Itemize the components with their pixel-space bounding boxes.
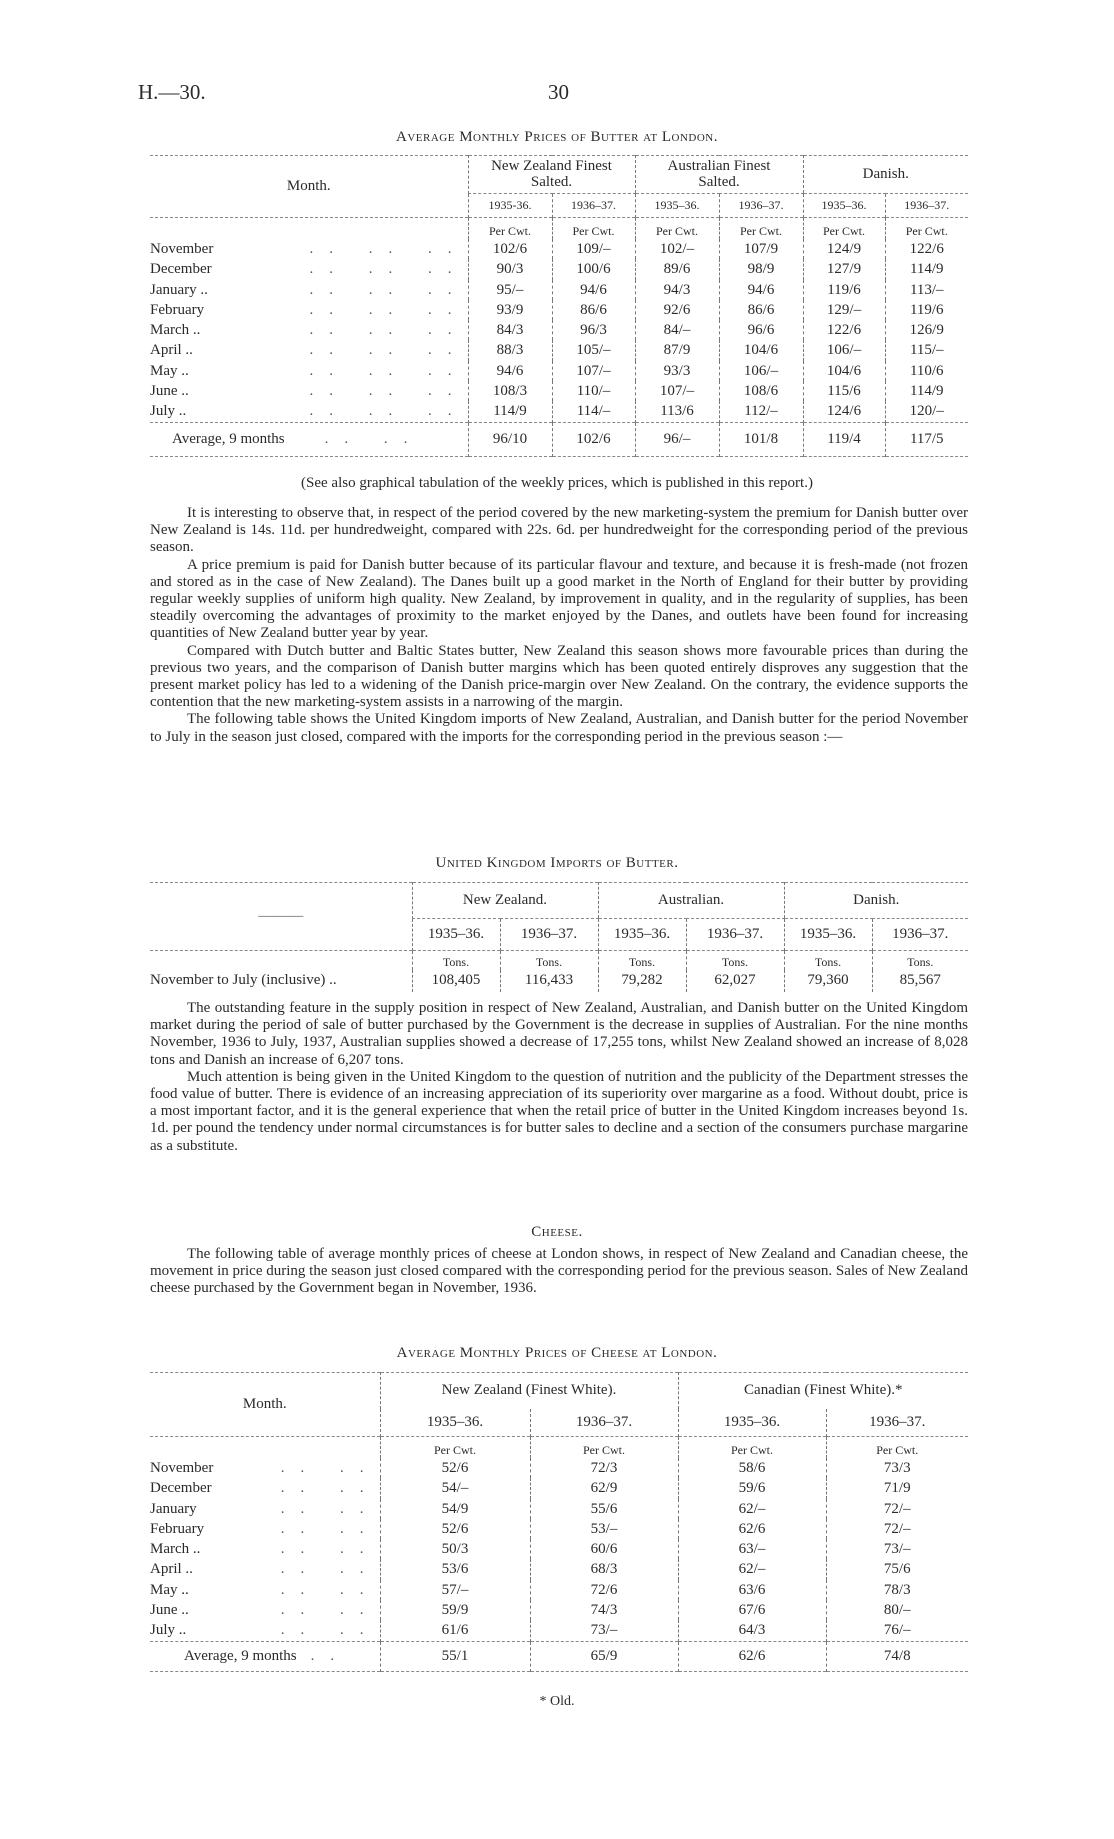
paragraph: The outstanding feature in the supply position in respect of New Zealand, Australian, and Danish butter on the United Kingdom market during the period of sale of butter purchased by the Government is the decrease in supplies of Australian. For the nine months November, 1936 to July, 1937, Australian supplies showed a decrease of 17,255 tons, whilst New Zealand showed an increase of 8,028 tons and Danish an increase of 6,207 tons. bbox=[150, 1000, 968, 1068]
year-header: 1935–36. bbox=[784, 919, 872, 951]
leader-dots: .. .. .. bbox=[309, 241, 468, 257]
price-cell: 71/9 bbox=[826, 1478, 968, 1498]
table-row bbox=[150, 320, 968, 340]
price-cell: 129/– bbox=[803, 300, 885, 320]
month-label: July .. bbox=[150, 1622, 187, 1639]
paragraph: The following table shows the United Kingdom imports of New Zealand, Australian, and Danish butter for the period November to July in the season just closed, compared with the imports for the corresponding period in the previous season :— bbox=[150, 711, 968, 745]
month-cell bbox=[150, 1600, 380, 1620]
month-cell bbox=[150, 259, 468, 279]
unit-label: Per Cwt. bbox=[380, 1437, 530, 1459]
price-cell: 110/– bbox=[552, 381, 635, 401]
table-row bbox=[150, 1458, 968, 1478]
month-label: January bbox=[150, 1500, 197, 1517]
imports-cell: 108,405 bbox=[412, 970, 500, 992]
month-cell bbox=[150, 300, 468, 320]
table-row bbox=[150, 340, 968, 360]
price-cell: 96/3 bbox=[552, 320, 635, 340]
price-cell: 52/6 bbox=[380, 1458, 530, 1478]
year-header: 1936–37. bbox=[500, 919, 598, 951]
month-label: April .. bbox=[150, 1561, 193, 1578]
price-cell: 104/6 bbox=[719, 340, 803, 360]
price-cell: 63/– bbox=[678, 1539, 826, 1559]
table-row bbox=[150, 1499, 968, 1519]
price-cell: 78/3 bbox=[826, 1580, 968, 1600]
price-cell: 53/– bbox=[530, 1519, 678, 1539]
price-cell: 95/– bbox=[468, 280, 552, 300]
unit-label: Per Cwt. bbox=[635, 218, 719, 240]
leader-dots: .. .. bbox=[280, 1622, 380, 1639]
unit-label: Tons. bbox=[872, 951, 968, 971]
leader-dots: .. .. .. bbox=[309, 301, 468, 318]
page-number: 30 bbox=[548, 80, 569, 104]
price-cell: 93/3 bbox=[635, 361, 719, 381]
year-header: 1935–36. bbox=[803, 194, 885, 218]
price-cell: 62/9 bbox=[530, 1478, 678, 1498]
price-cell: 61/6 bbox=[380, 1620, 530, 1641]
leader-dots: .. .. .. bbox=[309, 261, 468, 278]
average-cell: 117/5 bbox=[885, 422, 968, 456]
price-cell: 122/6 bbox=[885, 239, 968, 259]
price-cell: 54/9 bbox=[380, 1499, 530, 1519]
price-cell: 62/– bbox=[678, 1559, 826, 1579]
price-cell: 86/6 bbox=[719, 300, 803, 320]
average-cell: 96/– bbox=[635, 422, 719, 456]
butter-note: (See also graphical tabulation of the weekly prices, which is published in this report.) bbox=[301, 475, 813, 491]
leader-dots: .. .. bbox=[280, 1520, 380, 1537]
table-row bbox=[150, 239, 968, 259]
year-header: 1935–36. bbox=[598, 919, 686, 951]
price-cell: 58/6 bbox=[678, 1458, 826, 1478]
month-label: March .. bbox=[150, 1541, 201, 1558]
price-cell: 73/3 bbox=[826, 1458, 968, 1478]
price-cell: 94/3 bbox=[635, 280, 719, 300]
price-cell: 108/3 bbox=[468, 381, 552, 401]
unit-label: Tons. bbox=[412, 951, 500, 971]
month-cell bbox=[150, 1499, 380, 1519]
table-row bbox=[150, 300, 968, 320]
year-header: 1936–37. bbox=[686, 919, 784, 951]
price-cell: 57/– bbox=[380, 1580, 530, 1600]
table-row bbox=[150, 381, 968, 401]
average-cell: 96/10 bbox=[468, 422, 552, 456]
price-cell: 59/6 bbox=[678, 1478, 826, 1498]
price-cell: 90/3 bbox=[468, 259, 552, 279]
price-cell: 50/3 bbox=[380, 1539, 530, 1559]
price-cell: 73/– bbox=[826, 1539, 968, 1559]
unit-label: Per Cwt. bbox=[678, 1437, 826, 1459]
price-cell: 80/– bbox=[826, 1600, 968, 1620]
price-cell: 115/6 bbox=[803, 381, 885, 401]
unit-label: Tons. bbox=[500, 951, 598, 971]
table-row bbox=[150, 1600, 968, 1620]
blank-header-dash: ——— bbox=[258, 908, 304, 924]
month-label: June .. bbox=[150, 383, 189, 400]
price-cell: 112/– bbox=[719, 401, 803, 422]
table-row bbox=[150, 1620, 968, 1641]
price-cell: 124/9 bbox=[803, 239, 885, 259]
price-cell: 115/– bbox=[885, 340, 968, 360]
paragraph-block-3 bbox=[150, 1246, 968, 1298]
paragraph: It is interesting to observe that, in respect of the period covered by the new marketing-system the premium for Danish butter over New Zealand is 14s. 11d. per hundredweight, compared with 22s. 6d. per hundredweight for the corresponding period of the previous season. bbox=[150, 505, 968, 556]
group-header: New Zealand. bbox=[412, 883, 598, 919]
butter-prices-table: Month. New Zealand Finest Salted. Australian Finest Salted. Danish. 1935-36. 1936–37. 1935–36. 1936–37. 1935–36. 1936–37. Per Cwt. Per Cwt. Per Cwt. Per Cwt. Per Cwt. Per Cwt. November .. .. .. 102/6 109/– 102/– 107/9 124/9 122/6 December .. .. .. 90/3 100/6 89/6 98/9 127/9 114/9 January .. .. .. .. 95/– 94/6 94/3 94/6 119/6 113/– February .. .. .. 93/9 86/6 92/6 86/6 129/– 119/6 March .. .. .. .. 84/3 96/3 84/– 96/6 122/6 126/9 April .. .. .. .. 88/3 105/– 87/9 104/6 106/– 115/– May .. .. .. .. 94/6 107/– 93/3 106/– 104/6 110/6 June .. .. .. .. 108/3 110/– 107/– 108/6 115/6 114/9 July .. .. .. .. 114/9 114/– 113/6 112/– 124/6 120/– Average, 9 months .. .. 96/10 102/6 96/– 101/8 119/4 117/5 bbox=[150, 155, 968, 457]
price-cell: 124/6 bbox=[803, 401, 885, 422]
leader-dots: .. .. bbox=[280, 1581, 380, 1598]
unit-label: Per Cwt. bbox=[530, 1437, 678, 1459]
price-cell: 84/3 bbox=[468, 320, 552, 340]
unit-label: Per Cwt. bbox=[468, 218, 552, 240]
price-cell: 63/6 bbox=[678, 1580, 826, 1600]
unit-label: Per Cwt. bbox=[552, 218, 635, 240]
leader-dots: .. .. bbox=[280, 1602, 380, 1619]
price-cell: 75/6 bbox=[826, 1559, 968, 1579]
price-cell: 107/– bbox=[552, 361, 635, 381]
table-row bbox=[150, 361, 968, 381]
year-header: 1936–37. bbox=[826, 1409, 968, 1437]
price-cell: 127/9 bbox=[803, 259, 885, 279]
price-cell: 126/9 bbox=[885, 320, 968, 340]
month-cell bbox=[150, 320, 468, 340]
year-header: 1935–36. bbox=[635, 194, 719, 218]
price-cell: 62/6 bbox=[678, 1519, 826, 1539]
average-cell: 55/1 bbox=[380, 1641, 530, 1671]
average-label: Average, 9 months bbox=[184, 1647, 297, 1664]
month-cell bbox=[150, 1539, 380, 1559]
unit-label: Per Cwt. bbox=[719, 218, 803, 240]
leader-dots: .. .. .. bbox=[309, 322, 468, 339]
year-header: 1936–37. bbox=[872, 919, 968, 951]
leader-dots: .. .. bbox=[280, 1460, 380, 1476]
paragraph-block-2 bbox=[150, 1000, 968, 1155]
leader-dots: .. .. .. bbox=[309, 342, 468, 359]
month-label: February bbox=[150, 1520, 205, 1537]
table-row bbox=[150, 1539, 968, 1559]
average-label: Average, 9 months bbox=[172, 430, 285, 447]
price-cell: 74/3 bbox=[530, 1600, 678, 1620]
month-label: December bbox=[150, 1480, 212, 1497]
leader-dots: .. .. .. bbox=[309, 362, 468, 379]
group-header: Australian. bbox=[598, 883, 784, 919]
price-cell: 86/6 bbox=[552, 300, 635, 320]
imports-cell: 79,360 bbox=[784, 970, 872, 992]
price-cell: 98/9 bbox=[719, 259, 803, 279]
imports-row-label: November to July (inclusive) .. bbox=[150, 972, 337, 988]
unit-label: Per Cwt. bbox=[803, 218, 885, 240]
month-cell bbox=[150, 1559, 380, 1579]
month-label: February bbox=[150, 301, 205, 318]
price-cell: 110/6 bbox=[885, 361, 968, 381]
price-cell: 59/9 bbox=[380, 1600, 530, 1620]
leader-dots: .. .. bbox=[280, 1541, 380, 1558]
price-cell: 106/– bbox=[803, 340, 885, 360]
imports-cell: 85,567 bbox=[872, 970, 968, 992]
price-cell: 64/3 bbox=[678, 1620, 826, 1641]
unit-label: Tons. bbox=[784, 951, 872, 971]
month-cell bbox=[150, 401, 468, 422]
group-header: Danish. bbox=[784, 883, 968, 919]
month-cell bbox=[150, 381, 468, 401]
average-cell: 62/6 bbox=[678, 1641, 826, 1671]
month-cell bbox=[150, 361, 468, 381]
unit-label: Per Cwt. bbox=[885, 218, 968, 240]
group-header: Australian Finest Salted. bbox=[635, 156, 803, 194]
group-header: New Zealand Finest Salted. bbox=[468, 156, 635, 194]
year-header: 1936–37. bbox=[885, 194, 968, 218]
price-cell: 92/6 bbox=[635, 300, 719, 320]
leader-dots: .. .. bbox=[280, 1480, 380, 1497]
cheese-heading: Cheese. bbox=[531, 1224, 583, 1240]
group-header: New Zealand (Finest White). bbox=[380, 1373, 678, 1409]
price-cell: 119/6 bbox=[885, 300, 968, 320]
month-cell bbox=[150, 1580, 380, 1600]
butter-prices-title: Average Monthly Prices of Butter at London. bbox=[396, 129, 718, 145]
year-header: 1936–37. bbox=[552, 194, 635, 218]
table-row bbox=[150, 401, 968, 422]
average-cell: 65/9 bbox=[530, 1641, 678, 1671]
price-cell: 114/– bbox=[552, 401, 635, 422]
month-label: June .. bbox=[150, 1602, 189, 1619]
paragraph: Compared with Dutch butter and Baltic States butter, New Zealand this season shows more favourable prices than during the previous two years, and the comparison of Danish butter margins which has been quoted entirely disproves any suggestion that the present market policy has led to a widening of the Danish price-margin over New Zealand. On the contrary, the evidence supports the contention that the new marketing-system assists in a narrowing of the margin. bbox=[150, 642, 968, 711]
table-row bbox=[150, 1519, 968, 1539]
price-cell: 72/– bbox=[826, 1519, 968, 1539]
leader-dots: .. .. .. bbox=[309, 281, 468, 298]
price-cell: 93/9 bbox=[468, 300, 552, 320]
price-cell: 114/9 bbox=[885, 259, 968, 279]
price-cell: 96/6 bbox=[719, 320, 803, 340]
month-column-header: Month. bbox=[286, 178, 331, 194]
table-row bbox=[150, 1580, 968, 1600]
month-cell bbox=[150, 1478, 380, 1498]
price-cell: 100/6 bbox=[552, 259, 635, 279]
cheese-footnote: * Old. bbox=[539, 1694, 575, 1709]
month-label: April .. bbox=[150, 342, 193, 359]
imports-cell: 79,282 bbox=[598, 970, 686, 992]
price-cell: 55/6 bbox=[530, 1499, 678, 1519]
imports-cell: 116,433 bbox=[500, 970, 598, 992]
average-cell: 101/8 bbox=[719, 422, 803, 456]
price-cell: 60/6 bbox=[530, 1539, 678, 1559]
price-cell: 114/9 bbox=[468, 401, 552, 422]
table-row bbox=[150, 280, 968, 300]
month-label: November bbox=[150, 1460, 214, 1476]
price-cell: 52/6 bbox=[380, 1519, 530, 1539]
report-code: H.—30. bbox=[138, 80, 206, 104]
paragraph-block-1 bbox=[150, 505, 968, 746]
month-label: December bbox=[150, 261, 212, 278]
leader-dots: .. .. bbox=[280, 1500, 380, 1517]
leader-dots: .. .. .. bbox=[309, 383, 468, 400]
price-cell: 102/– bbox=[635, 239, 719, 259]
price-cell: 68/3 bbox=[530, 1559, 678, 1579]
month-cell bbox=[150, 280, 468, 300]
month-label: May .. bbox=[150, 362, 189, 379]
year-header: 1935–36. bbox=[412, 919, 500, 951]
month-column-header: Month. bbox=[242, 1396, 287, 1412]
price-cell: 105/– bbox=[552, 340, 635, 360]
group-header: Canadian (Finest White).* bbox=[678, 1373, 968, 1409]
unit-label: Tons. bbox=[598, 951, 686, 971]
month-cell bbox=[150, 340, 468, 360]
price-cell: 53/6 bbox=[380, 1559, 530, 1579]
month-label: May .. bbox=[150, 1581, 189, 1598]
price-cell: 87/9 bbox=[635, 340, 719, 360]
month-label: March .. bbox=[150, 322, 201, 339]
leader-dots: .. .. .. bbox=[309, 403, 468, 420]
month-label: July .. bbox=[150, 403, 187, 420]
table-row bbox=[150, 1559, 968, 1579]
imports-cell: 62,027 bbox=[686, 970, 784, 992]
price-cell: 109/– bbox=[552, 239, 635, 259]
table-row bbox=[150, 259, 968, 279]
price-cell: 76/– bbox=[826, 1620, 968, 1641]
price-cell: 119/6 bbox=[803, 280, 885, 300]
paragraph: Much attention is being given in the United Kingdom to the question of nutrition and the publicity of the Department stresses the food value of butter. There is evidence of an increasing appreciation of its superiority over margarine as a food. Without doubt, price is a most important factor, and it is the general experience that when the retail price of butter in the United Kingdom increases beyond 1s. 1d. per pound the tendency under normal circumstances is for butter sales to decline and a section of the consumers purchase margarine as a substitute. bbox=[150, 1068, 968, 1154]
unit-label: Tons. bbox=[686, 951, 784, 971]
year-header: 1935-36. bbox=[468, 194, 552, 218]
price-cell: 72/– bbox=[826, 1499, 968, 1519]
price-cell: 84/– bbox=[635, 320, 719, 340]
average-cell: 74/8 bbox=[826, 1641, 968, 1671]
year-header: 1936–37. bbox=[719, 194, 803, 218]
month-cell bbox=[150, 1620, 380, 1641]
price-cell: 114/9 bbox=[885, 381, 968, 401]
price-cell: 72/6 bbox=[530, 1580, 678, 1600]
year-header: 1935–36. bbox=[380, 1409, 530, 1437]
price-cell: 72/3 bbox=[530, 1458, 678, 1478]
price-cell: 113/6 bbox=[635, 401, 719, 422]
year-header: 1935–36. bbox=[678, 1409, 826, 1437]
paragraph: The following table of average monthly prices of cheese at London shows, in respect of New Zealand and Canadian cheese, the movement in price during the season just closed compared with the corresponding period for the previous season. Sales of New Zealand cheese purchased by the Government began in November, 1936. bbox=[150, 1246, 968, 1297]
cheese-prices-table: Month. New Zealand (Finest White). Canadian (Finest White).* 1935–36. 1936–37. 1935–36. 1936–37. Per Cwt. Per Cwt. Per Cwt. Per Cwt. November .. .. 52/6 72/3 58/6 73/3 December .. .. 54/– 62/9 59/6 71/9 January .. .. 54/9 55/6 62/– 72/– February .. .. 52/6 53/– 62/6 72/– March .. .. .. 50/3 60/6 63/– 73/– April .. .. .. 53/6 68/3 62/– 75/6 May .. .. .. 57/– 72/6 63/6 78/3 June .. .. .. 59/9 74/3 67/6 80/– July .. .. .. 61/6 73/– 64/3 76/– Average, 9 months .. 55/1 65/9 62/6 74/8 bbox=[150, 1372, 968, 1672]
price-cell: 104/6 bbox=[803, 361, 885, 381]
year-header: 1936–37. bbox=[530, 1409, 678, 1437]
group-header: Danish. bbox=[803, 156, 968, 194]
month-cell bbox=[150, 1458, 380, 1478]
price-cell: 94/6 bbox=[468, 361, 552, 381]
imports-title: United Kingdom Imports of Butter. bbox=[435, 855, 679, 871]
price-cell: 107/9 bbox=[719, 239, 803, 259]
price-cell: 113/– bbox=[885, 280, 968, 300]
price-cell: 94/6 bbox=[552, 280, 635, 300]
price-cell: 102/6 bbox=[468, 239, 552, 259]
price-cell: 89/6 bbox=[635, 259, 719, 279]
average-cell: 102/6 bbox=[552, 422, 635, 456]
price-cell: 106/– bbox=[719, 361, 803, 381]
price-cell: 122/6 bbox=[803, 320, 885, 340]
month-label: November bbox=[150, 241, 214, 257]
price-cell: 94/6 bbox=[719, 280, 803, 300]
table-row bbox=[150, 1478, 968, 1498]
month-cell bbox=[150, 239, 468, 259]
price-cell: 67/6 bbox=[678, 1600, 826, 1620]
cheese-prices-title: Average Monthly Prices of Cheese at London. bbox=[396, 1345, 718, 1361]
price-cell: 107/– bbox=[635, 381, 719, 401]
leader-dots: .. .. bbox=[280, 1561, 380, 1578]
price-cell: 54/– bbox=[380, 1478, 530, 1498]
price-cell: 108/6 bbox=[719, 381, 803, 401]
unit-label: Per Cwt. bbox=[826, 1437, 968, 1459]
price-cell: 73/– bbox=[530, 1620, 678, 1641]
price-cell: 88/3 bbox=[468, 340, 552, 360]
price-cell: 62/– bbox=[678, 1499, 826, 1519]
imports-table bbox=[150, 882, 968, 992]
month-label: January .. bbox=[150, 281, 208, 298]
average-cell: 119/4 bbox=[803, 422, 885, 456]
price-cell: 120/– bbox=[885, 401, 968, 422]
paragraph: A price premium is paid for Danish butter because of its particular flavour and texture, and because it is fresh-made (not frozen and stored as in the case of New Zealand). The Danes built up a good market in the North of England for their butter by providing regular weekly supplies of uniform high quality. New Zealand, by improvement in quality, and in the regularity of supplies, has been steadily overcoming the advantages of proximity to the market enjoyed by the Danes, and outlets have been found for increasing quantities of New Zealand butter year by year. bbox=[150, 556, 968, 642]
month-cell bbox=[150, 1519, 380, 1539]
